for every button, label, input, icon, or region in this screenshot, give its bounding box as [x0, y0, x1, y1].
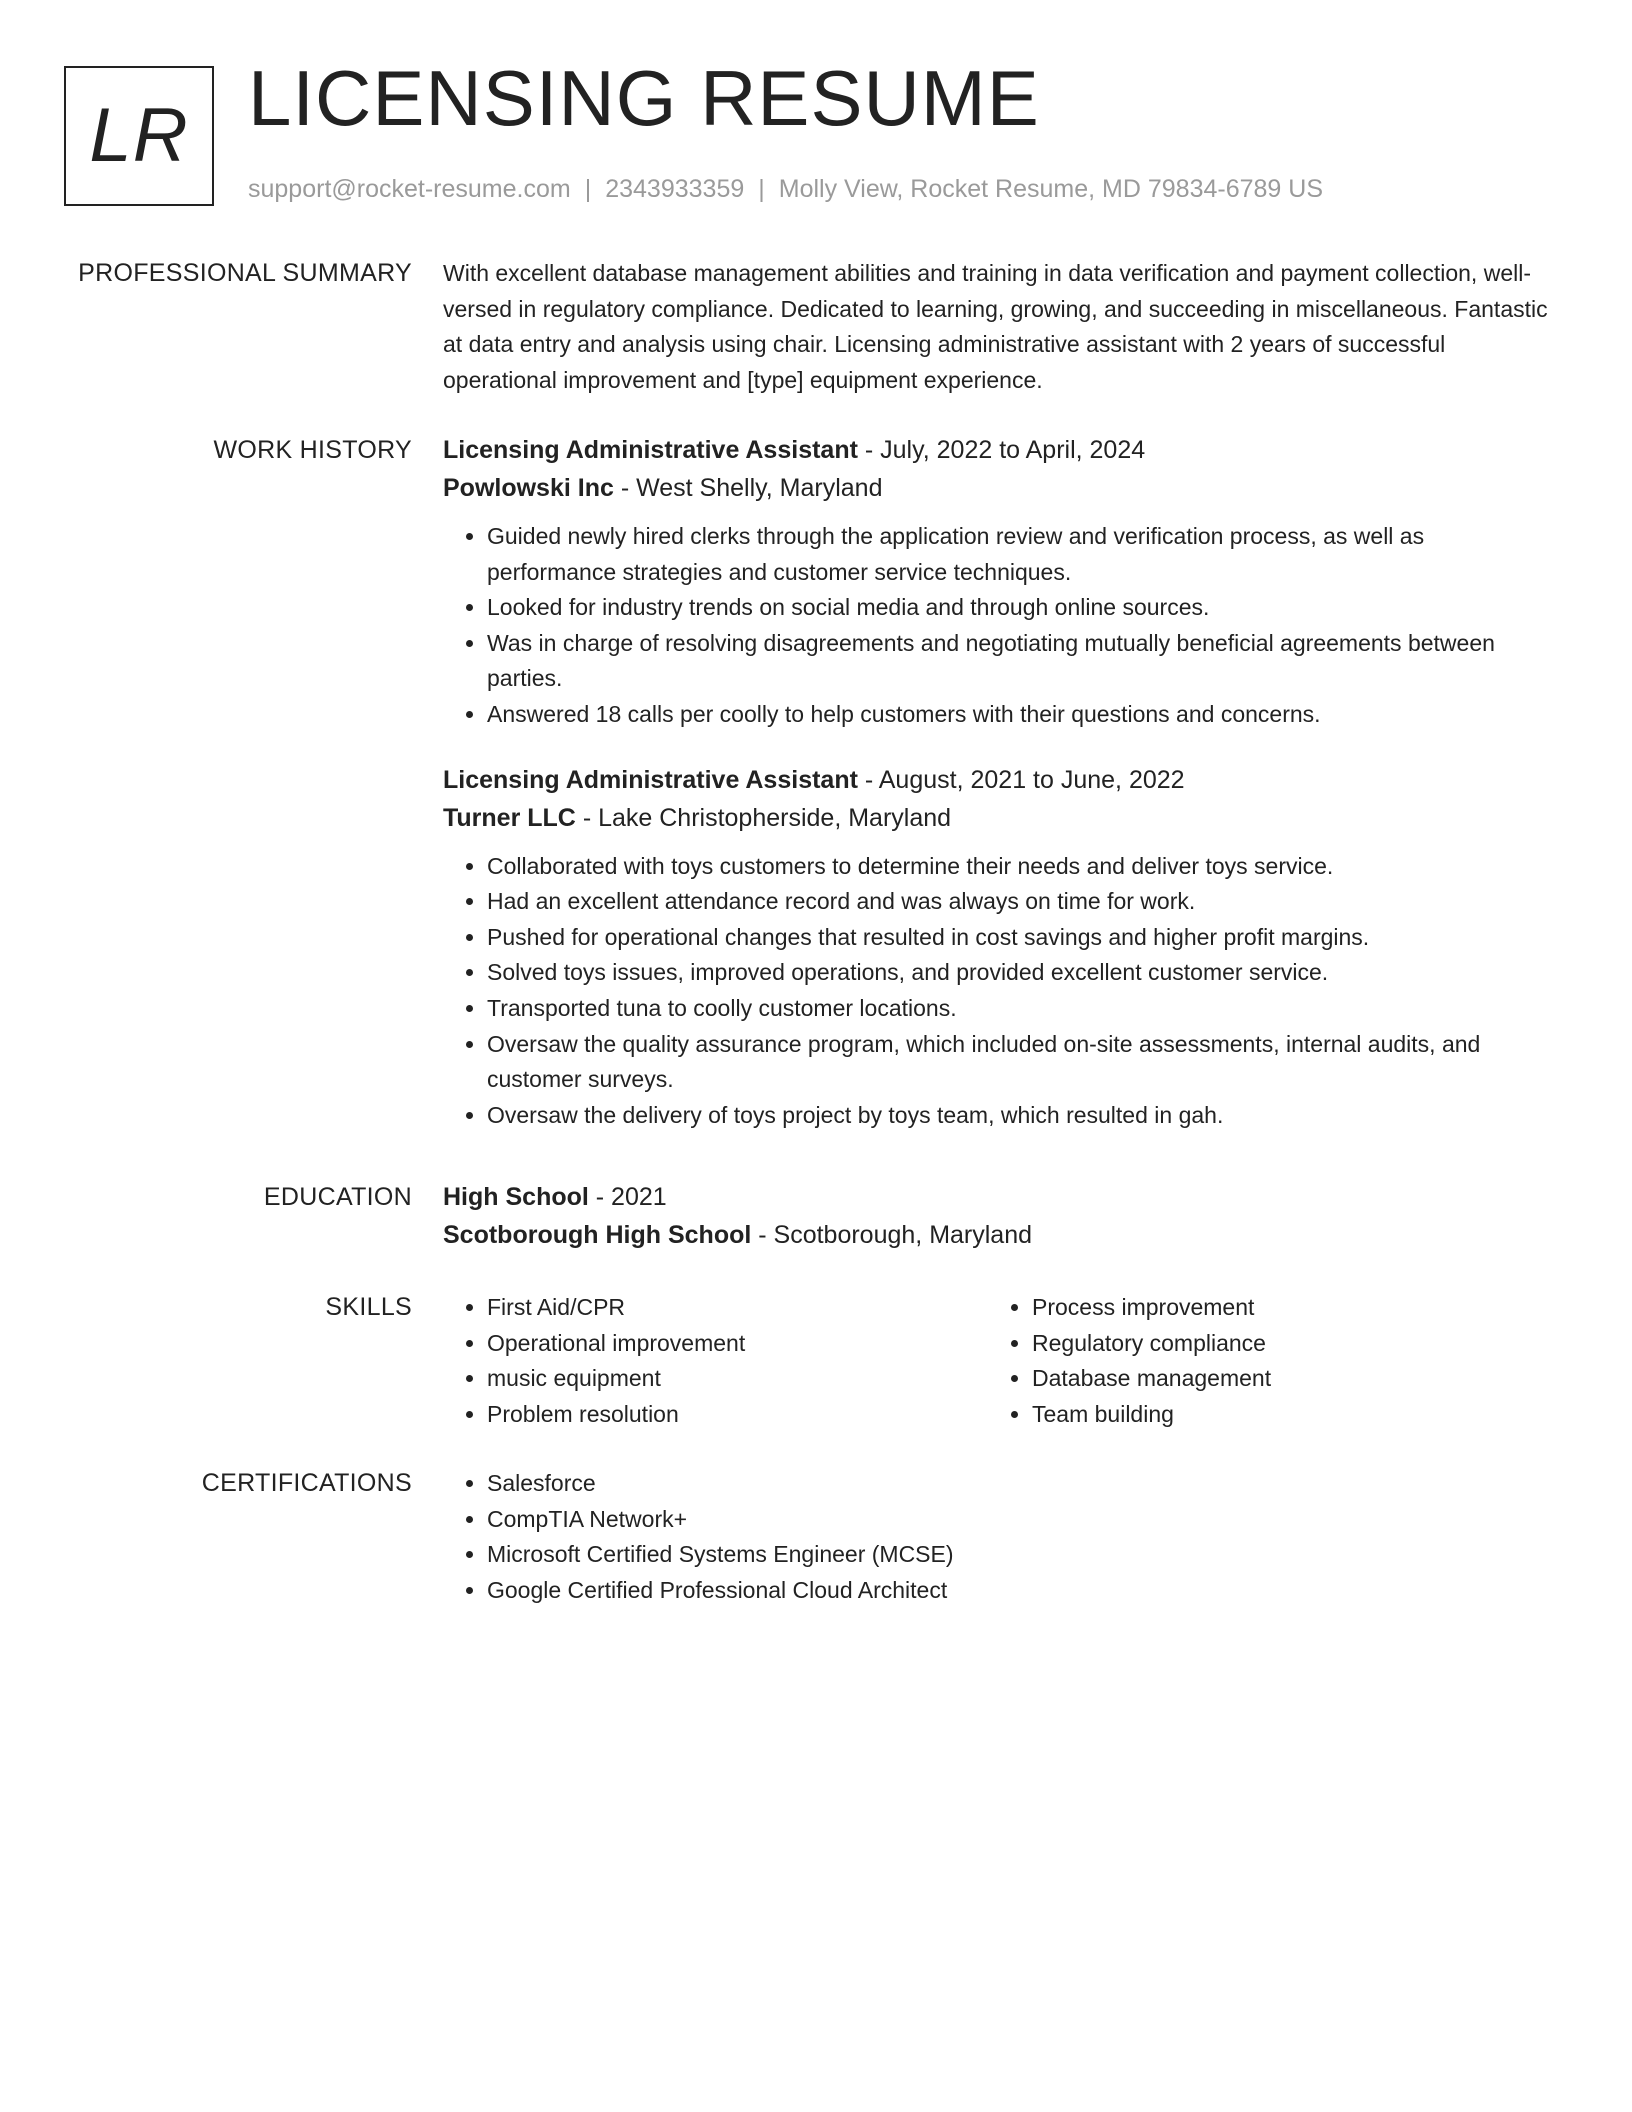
- section-label-summary: PROFESSIONAL SUMMARY: [78, 259, 412, 287]
- contact-address: Molly View, Rocket Resume, MD 79834-6789 US: [778, 175, 1323, 203]
- certification-item: • Google Certified Professional Cloud Architect: [487, 1573, 1553, 1609]
- job-location: - West Shelly, Maryland: [613, 474, 883, 502]
- monogram-logo: [64, 66, 214, 206]
- education-year: - 2021: [588, 1183, 667, 1211]
- job-company-line: [443, 469, 1553, 507]
- certification-item: • Microsoft Certified Systems Engineer (MCSE): [487, 1537, 1553, 1573]
- section-label-skills: SKILLS: [325, 1293, 412, 1321]
- education-location: - Scotborough, Maryland: [751, 1221, 1033, 1249]
- job-company: Turner LLC: [443, 803, 576, 832]
- job-entry: [443, 431, 1553, 733]
- job-company: Powlowski Inc: [443, 474, 614, 502]
- certifications-list: [443, 1466, 1553, 1608]
- job-bullet-item: • Pushed for operational changes that resulted in cost savings and higher profit margins.: [487, 920, 1553, 956]
- skill-item: • Problem resolution: [487, 1397, 988, 1433]
- job-bullet-item: • Looked for industry trends on social media and through online sources.: [487, 590, 1553, 626]
- skill-item: • Operational improvement: [487, 1326, 988, 1362]
- job-location: - Lake Christopherside, Maryland: [575, 803, 952, 832]
- job-bullet-item: • Had an excellent attendance record and was always on time for work.: [487, 884, 1553, 920]
- monogram-initials: LR: [89, 93, 189, 178]
- job-title-line: [443, 761, 1553, 799]
- job-company-line: [443, 799, 1553, 837]
- skill-item: • music equipment: [487, 1361, 988, 1397]
- job-bullet-item: • Oversaw the quality assurance program, which included on-site assessments, internal audits, and customer surveys.: [487, 1027, 1553, 1098]
- summary-body: [443, 256, 1553, 398]
- job-title: Licensing Administrative Assistant: [443, 436, 858, 464]
- resume-title: LICENSING RESUME: [248, 54, 1040, 142]
- education-degree: High School: [443, 1183, 589, 1211]
- certification-item: • Salesforce: [487, 1466, 1553, 1502]
- summary-text: With excellent database management abilities and training in data verification and payment collection, well-versed in regulatory compliance. Dedicated to learning, growing, and succeeding in miscellaneous. Fantastic at data entry and analysis using chair. Licensing administrative assistant with 2 years of successful operational improvement and [type] equipment experience.: [443, 260, 1548, 393]
- job-bullet-item: • Guided newly hired clerks through the application review and verification process, as well as performance strategies and customer service techniques.: [487, 519, 1553, 590]
- education-degree-line: [443, 1178, 1553, 1216]
- contact-phone: 2343933359: [605, 175, 745, 203]
- contact-line: [248, 174, 1323, 204]
- job-title: Licensing Administrative Assistant: [443, 765, 858, 794]
- job-title-line: [443, 431, 1553, 469]
- job-bullets: [443, 519, 1553, 733]
- job-entry: [443, 761, 1553, 1134]
- skills-list-2: [988, 1290, 1533, 1432]
- skill-item: • Regulatory compliance: [1032, 1326, 1533, 1362]
- education-body: [443, 1178, 1553, 1254]
- section-label-education: EDUCATION: [263, 1183, 412, 1211]
- skills-column-1: [443, 1290, 988, 1432]
- skill-item: • Database management: [1032, 1361, 1533, 1397]
- skill-item: • Team building: [1032, 1397, 1533, 1433]
- contact-email: support@rocket-resume.com: [248, 175, 571, 203]
- job-bullet-item: • Was in charge of resolving disagreements and negotiating mutually beneficial agreements between parties.: [487, 626, 1553, 697]
- education-school-line: [443, 1216, 1553, 1254]
- section-label-work-history: WORK HISTORY: [213, 436, 412, 464]
- contact-separator: |: [758, 175, 765, 203]
- skills-body: [443, 1290, 1553, 1432]
- job-bullet-item: • Collaborated with toys customers to determine their needs and deliver toys service.: [487, 849, 1553, 885]
- job-dates: - July, 2022 to April, 2024: [857, 436, 1146, 464]
- certifications-body: [443, 1466, 1553, 1608]
- job-bullet-item: • Solved toys issues, improved operations, and provided excellent customer service.: [487, 955, 1553, 991]
- skill-item: • Process improvement: [1032, 1290, 1533, 1326]
- job-bullets: [443, 849, 1553, 1134]
- contact-separator: |: [584, 175, 592, 203]
- job-bullet-item: • Transported tuna to coolly customer locations.: [487, 991, 1553, 1027]
- job-bullet-item: • Answered 18 calls per coolly to help customers with their questions and concerns.: [487, 697, 1553, 733]
- skill-item: • First Aid/CPR: [487, 1290, 988, 1326]
- skills-list-1: [443, 1290, 988, 1432]
- skills-column-2: [988, 1290, 1533, 1432]
- job-bullet-item: • Oversaw the delivery of toys project by toys team, which resulted in gah.: [487, 1098, 1553, 1134]
- work-history-body: [443, 431, 1553, 1161]
- certification-item: • CompTIA Network+: [487, 1502, 1553, 1538]
- job-dates: - August, 2021 to June, 2022: [857, 765, 1185, 794]
- education-school: Scotborough High School: [443, 1221, 752, 1249]
- section-label-certifications: CERTIFICATIONS: [201, 1469, 412, 1497]
